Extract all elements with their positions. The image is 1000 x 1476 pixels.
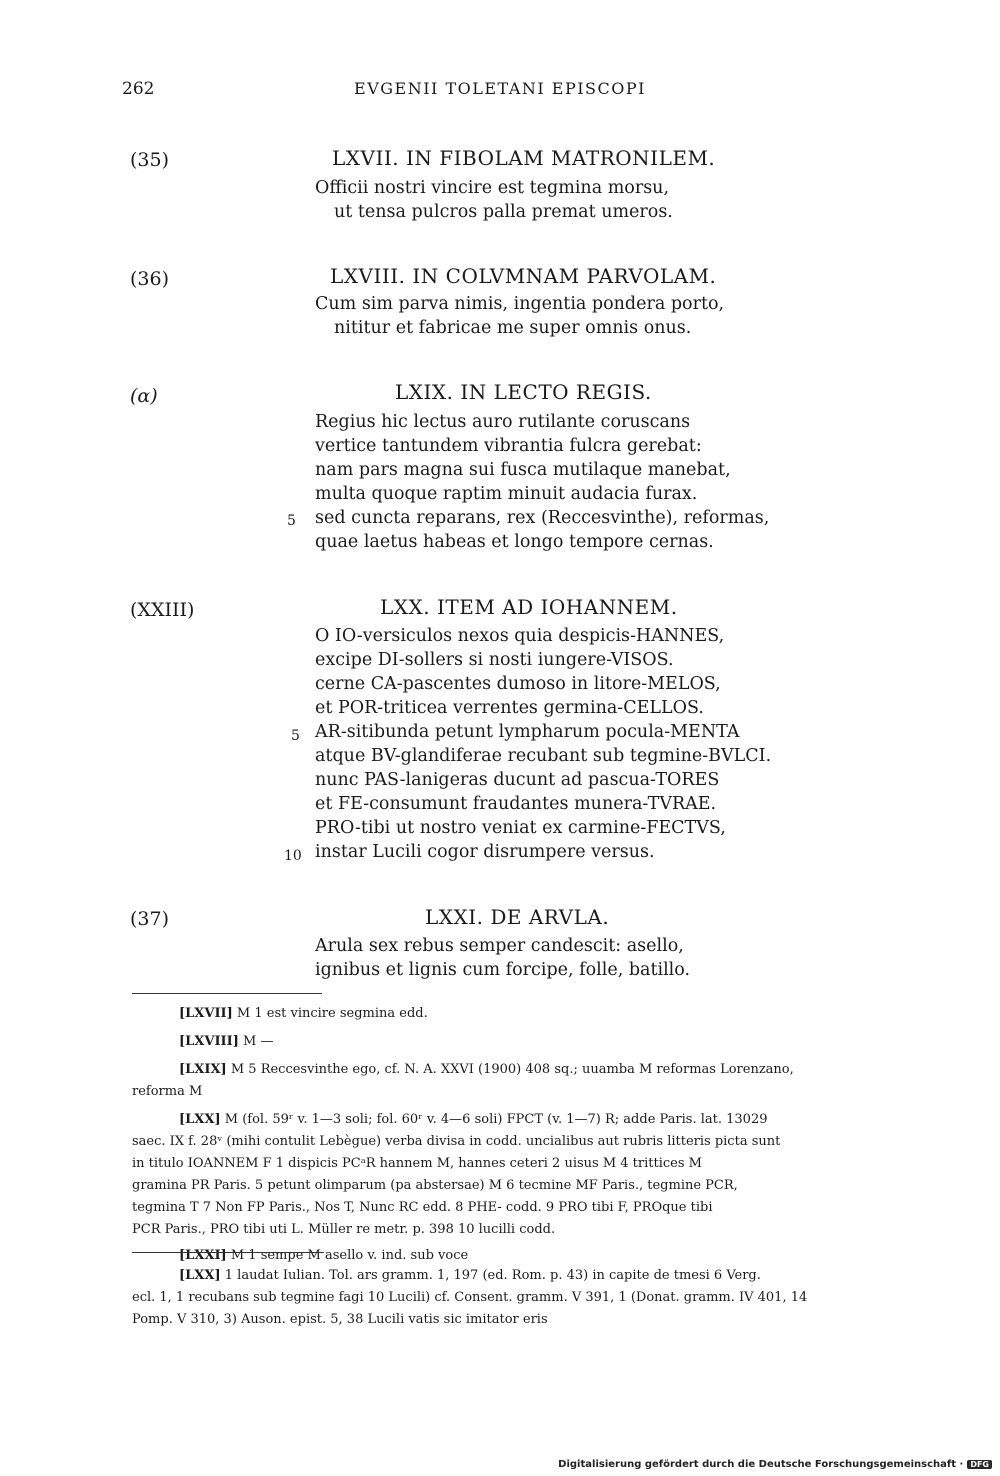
poem-title: LXVIII. IN COLVMNAM PARVOLAM. <box>330 264 717 288</box>
apparatus-label: [LXIX] <box>179 1062 227 1077</box>
poem-number: (XXIII) <box>130 599 195 621</box>
verse-line: vertice tantundem vibrantia fulcra gerebat: <box>315 436 702 456</box>
poem-number: (α) <box>130 385 158 407</box>
apparatus-text: ecl. 1, 1 recubans sub tegmine fagi 10 Lucili) cf. Consent. gramm. V 391, 1 (Donat. gramm. IV 401, 14 <box>132 1290 808 1305</box>
apparatus-text: M — <box>243 1034 274 1049</box>
verse-line: quae laetus habeas et longo tempore cernas. <box>315 532 714 552</box>
verse-line: Cum sim parva nimis, ingentia pondera porto, <box>315 294 725 314</box>
poem-title: LXIX. IN LECTO REGIS. <box>395 380 652 404</box>
verse-line: et FE-consumunt fraudantes munera-TVRAE. <box>315 794 717 814</box>
verse-line: ut tensa pulcros palla premat umeros. <box>334 202 673 222</box>
credit-text: Digitalisierung gefördert durch die Deutsche Forschungsgemeinschaft · <box>558 1459 964 1470</box>
separator-rule <box>132 1252 324 1253</box>
verse-line: O IO-versiculos nexos quia despicis-HANNES, <box>315 626 725 646</box>
running-head: EVGENII TOLETANI EPISCOPI <box>354 79 646 98</box>
apparatus-text: M 1 est vincire segmina edd. <box>236 1006 428 1021</box>
poem-verses <box>315 624 771 864</box>
poem-verses <box>315 292 724 340</box>
verse-line: PRO-tibi ut nostro veniat ex carmine-FECTVS, <box>315 818 726 838</box>
poem-title: LXX. ITEM AD IOHANNEM. <box>380 595 678 619</box>
verse-line: ignibus et lignis cum forcipe, folle, batillo. <box>315 960 691 980</box>
verse-line: instar Lucili cogor disrumpere versus. <box>315 842 655 862</box>
apparatus-entry <box>132 1003 912 1025</box>
apparatus-text: gramina PR Paris. 5 petunt olimparum (pa abstersae) M 6 tecmine MF Paris., tegmine PCR, <box>132 1178 738 1193</box>
apparatus-text: saec. IX f. 28ᵛ (mihi contulit Lebègue) verba divisa in codd. uncialibus aut rubris litteris picta sunt <box>132 1134 781 1149</box>
apparatus-entry <box>132 1109 912 1131</box>
apparatus-label: [LXVIII] <box>179 1034 239 1049</box>
verse-line: nunc PAS-lanigeras ducunt ad pascua-TORES <box>315 770 720 790</box>
verse-line: sed cuncta reparans, rex (Reccesvinthe), reformas, <box>315 508 770 528</box>
verse-line: Arula sex rebus semper candescit: asello, <box>315 936 684 956</box>
apparatus-text: in titulo IOANNEM F 1 dispicis PCᵃR hannem M, hannes ceteri 2 uisus M 4 trittices M <box>132 1156 702 1171</box>
apparatus-text: M 1 sempe M asello v. ind. sub voce <box>230 1248 469 1263</box>
apparatus-label: [LXVII] <box>179 1006 233 1021</box>
verse-line: atque BV-glandiferae recubant sub tegmine-BVLCI. <box>315 746 772 766</box>
apparatus-text: M 5 Reccesvinthe ego, cf. N. A. XXVI (1900) 408 sq.; uuamba M reformas Lorenzano, <box>230 1062 794 1077</box>
poem-verses <box>315 176 673 224</box>
line-number: 5 <box>287 513 296 529</box>
verse-line: cerne CA-pascentes dumoso in litore-MELOS, <box>315 674 721 694</box>
apparatus-text: 1 laudat Iulian. Tol. ars gramm. 1, 197 (ed. Rom. p. 43) in capite de tmesi 6 Verg. <box>224 1268 761 1283</box>
poem-number: (35) <box>130 149 170 171</box>
apparatus-entry <box>132 1059 912 1081</box>
digitization-credit <box>558 1459 992 1470</box>
apparatus-label: [LXXI] <box>179 1248 227 1263</box>
verse-line: Regius hic lectus auro rutilante coruscans <box>315 412 691 432</box>
poem-verses <box>315 934 690 982</box>
verse-line: excipe DI-sollers si nosti iungere-VISOS. <box>315 650 674 670</box>
verse-line: nam pars magna sui fusca mutilaque manebat, <box>315 460 731 480</box>
poem-title: LXVII. IN FIBOLAM MATRONILEM. <box>332 146 716 170</box>
apparatus-text: Pomp. V 310, 3) Auson. epist. 5, 38 Lucili vatis sic imitator eris <box>132 1312 548 1327</box>
poem-number: (37) <box>130 908 170 930</box>
apparatus-text: M (fol. 59ʳ v. 1—3 soli; fol. 60ʳ v. 4—6 soli) FPCT (v. 1—7) R; adde Paris. lat. 13029 <box>224 1112 768 1127</box>
verse-line: et POR-triticea verrentes germina-CELLOS. <box>315 698 704 718</box>
verse-line: AR-sitibunda petunt lympharum pocula-MENTA <box>315 722 740 742</box>
apparatus-entry <box>132 1245 912 1267</box>
apparatus-entry <box>132 1031 912 1053</box>
line-number: 10 <box>284 848 302 864</box>
separator-rule <box>132 993 322 994</box>
poem-number: (36) <box>130 268 170 290</box>
page-number: 262 <box>122 79 155 99</box>
verse-line: nititur et fabricae me super omnis onus. <box>334 318 692 338</box>
critical-apparatus <box>132 1003 912 1267</box>
dfg-logo: DFG <box>967 1460 992 1469</box>
apparatus-text: PCR Paris., PRO tibi uti L. Müller re metr. p. 398 10 lucilli codd. <box>132 1222 556 1237</box>
apparatus-label: [LXX] <box>179 1112 221 1127</box>
verse-line: multa quoque raptim minuit audacia furax. <box>315 484 698 504</box>
apparatus-label: [LXX] <box>179 1268 221 1283</box>
line-number: 5 <box>291 728 300 744</box>
verse-line: Officii nostri vincire est tegmina morsu, <box>315 178 670 198</box>
poem-verses <box>315 410 769 554</box>
source-apparatus <box>132 1265 912 1331</box>
apparatus-entry <box>132 1265 912 1287</box>
apparatus-text: reforma M <box>132 1084 203 1099</box>
apparatus-text: tegmina T 7 Non FP Paris., Nos T, Nunc RC edd. 8 PHE- codd. 9 PRO tibi F, PROque tibi <box>132 1200 713 1215</box>
poem-title: LXXI. DE ARVLA. <box>425 905 610 929</box>
